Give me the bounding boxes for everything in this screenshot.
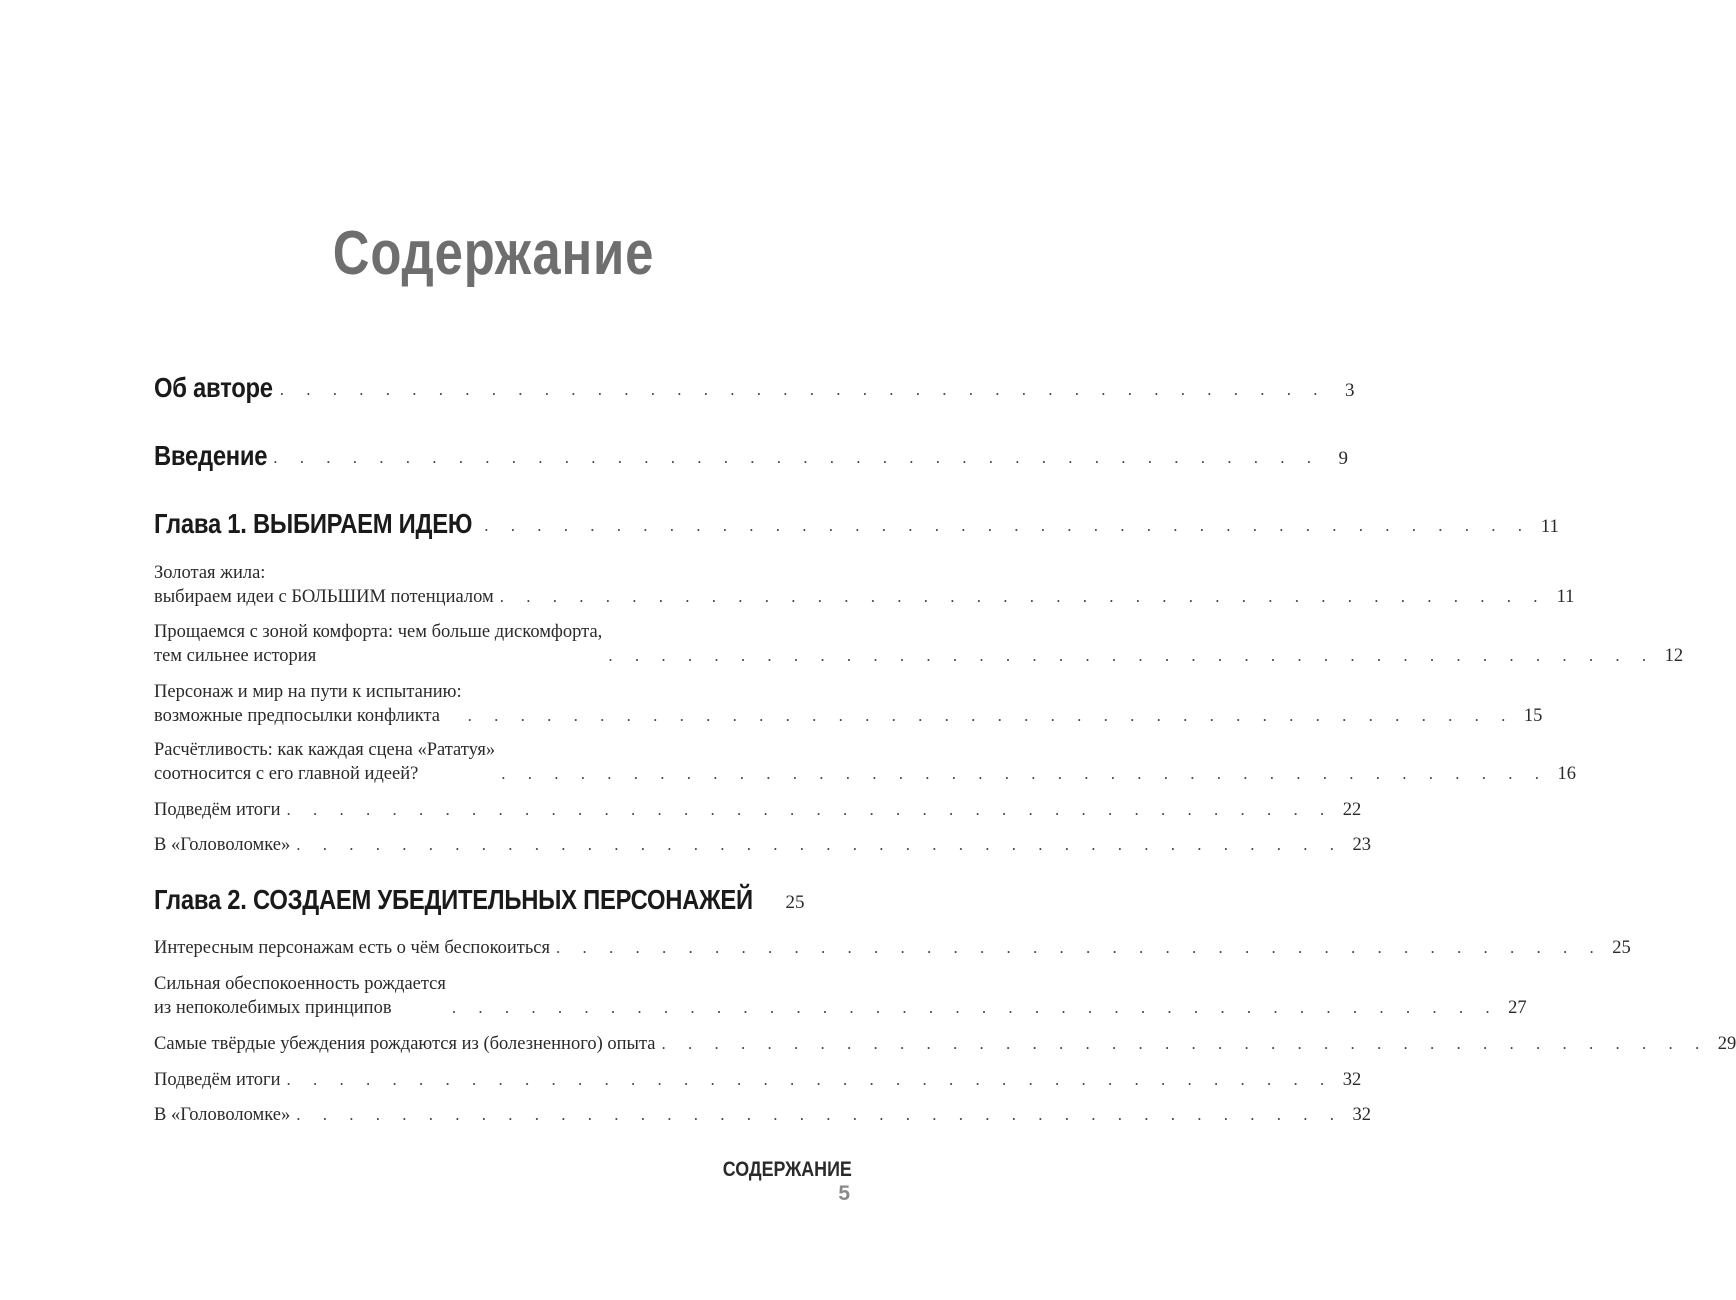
dot-leader: . . . . . . . . . . . . . . . . . . . . . . . . . . . . . . . . . . . . . . . . [286, 1070, 1334, 1089]
toc-label-line1: Прощаемся с зоной комфорта: чем больше дискомфорта, [154, 622, 603, 642]
toc-label: Интересным персонажам есть о чём беспокоиться [154, 938, 551, 958]
toc-page-number: 32 [1342, 1070, 1362, 1090]
toc-label: Глава 2. СОЗДАЕМ УБЕДИТЕЛЬНЫХ ПЕРСОНАЖЕЙ [154, 884, 753, 915]
dot-leader: . . . . . . . . . . . . . . . . . . . . . . . . . . . . . . . . . . . . . . . . [296, 835, 1343, 854]
toc-page-number: 12 [1664, 646, 1684, 666]
dot-leader: . . . . . . . . . . . . . . . . . . . . . . . . . . . . . . . . . . . . . . . . [467, 706, 1515, 725]
toc-entry-section[interactable] [154, 738, 1576, 786]
dot-leader: . . . . . . . . . . . . . . . . . . . . . . . . . . . . . . . . . . . . . . . . [451, 998, 1499, 1017]
dot-leader: . . . . . . . . . . . . . . . . . . . . . . . . . . . . . . . . . . . . . . . . [661, 1034, 1709, 1053]
toc-entry-section[interactable] [154, 1032, 1736, 1056]
toc-page-number: 32 [1352, 1105, 1371, 1125]
toc-label-line1: Сильная обеспокоенность рождается [154, 974, 446, 994]
toc-label: В «Головоломке» [154, 835, 291, 855]
toc-label: Глава 1. ВЫБИРАЕМ ИДЕЮ [154, 508, 473, 539]
toc-label-line1: Золотая жила: [154, 563, 266, 583]
dot-leader: . . . . . . . . . . . . . . . . . . . . . . . . . . . . . . . . . . . . . . . . [499, 587, 1547, 606]
toc-page-number: 16 [1557, 764, 1576, 784]
page-title: Содержание [332, 219, 655, 288]
dot-leader: . . . . . . . . . . . . . . . . . . . . . . . . . . . . . . . . . . . . . . . . [273, 448, 1321, 467]
toc-entry-section[interactable] [154, 972, 1527, 1020]
toc-page-number: 11 [1556, 587, 1575, 607]
toc-page-number: 15 [1523, 706, 1543, 726]
toc-entry-about-author[interactable] [154, 372, 1355, 404]
dot-leader: . . . . . . . . . . . . . . . . . . . . . . . . . . . . . . . . . . . . . . . . [484, 516, 1532, 535]
toc-page-number: 25 [785, 892, 805, 913]
toc-page-number: 27 [1508, 998, 1527, 1018]
toc-page-number: 11 [1540, 516, 1560, 537]
toc-label: Подведём итоги [154, 800, 281, 820]
toc-label-line2: возможные предпосылки конфликта [154, 706, 441, 726]
footer-section-title: СОДЕРЖАНИЕ [722, 1158, 852, 1181]
toc-page-number: 22 [1342, 800, 1362, 820]
toc-page-number: 25 [1612, 938, 1631, 958]
dot-leader: . . . . . . . . . . . . . . . . . . . . . . . . . . . . . . . . . . . . . . . . [279, 380, 1327, 399]
toc-page-number: 29 [1717, 1034, 1736, 1054]
toc-label [154, 620, 602, 668]
toc-label [154, 680, 462, 728]
toc-page-number: 3 [1344, 380, 1355, 401]
toc-entry-introduction[interactable] [154, 440, 1349, 472]
toc-label-line1: Персонаж и мир на пути к испытанию: [154, 682, 462, 702]
dot-leader: . . . . . . . . . . . . . . . . . . . . . . . . . . . . . . . . . . . . . . . . [286, 800, 1334, 819]
toc-entry-section[interactable] [154, 620, 1684, 668]
toc-page-number: 23 [1352, 835, 1371, 855]
dot-leader: . . . . . . . . . . . . . . . . . . . . . . . . . . . . . . . . . . . . . . . . [608, 646, 1656, 665]
dot-leader: . . . . . . . . . . . . . . . . . . . . . . . . . . . . . . . . . . . . . . . . [296, 1105, 1343, 1124]
toc-label: Самые твёрдые убеждения рождаются из (болезненного) опыта [154, 1034, 656, 1054]
toc-entry-section[interactable] [154, 936, 1631, 960]
toc-label [154, 561, 494, 609]
toc-entry-summary[interactable] [154, 798, 1362, 822]
toc-label-line1: Расчётливость: как каждая сцена «Рататуя» [154, 740, 496, 760]
running-footer [700, 1158, 850, 1206]
toc-label-line2: из непоколебимых принципов [154, 998, 392, 1018]
dot-leader: . . . . . . . . . . . . . . . . . . . . . . . . . . . . . . . . . . . . . . . . [556, 938, 1603, 957]
toc-label-line2: тем сильнее история [154, 646, 317, 666]
toc-label: Об авторе [154, 372, 273, 403]
toc-label: В «Головоломке» [154, 1105, 291, 1125]
toc-entry-chapter-1[interactable] [154, 508, 1560, 540]
toc-page-number: 9 [1338, 448, 1349, 469]
toc-entry-chapter-2[interactable] [154, 884, 805, 916]
toc-entry-section[interactable] [154, 680, 1543, 728]
toc-label-line2: выбираем идеи с БОЛЬШИМ потенциалом [154, 587, 494, 607]
dot-leader: . . . . . . . . . . . . . . . . . . . . . . . . . . . . . . . . . . . . . . . . [501, 764, 1548, 783]
toc-entry-summary[interactable] [154, 1068, 1362, 1092]
toc-label [154, 738, 495, 786]
toc-entry-section[interactable] [154, 561, 1575, 609]
toc-label [154, 972, 446, 1020]
toc-entry-section[interactable] [154, 1103, 1371, 1127]
toc-label: Подведём итоги [154, 1070, 281, 1090]
footer-page-number: 5 [838, 1182, 850, 1205]
toc-entry-section[interactable] [154, 833, 1371, 857]
toc-label: Введение [154, 440, 268, 471]
toc-label-line2: соотносится с его главной идеей? [154, 764, 419, 784]
